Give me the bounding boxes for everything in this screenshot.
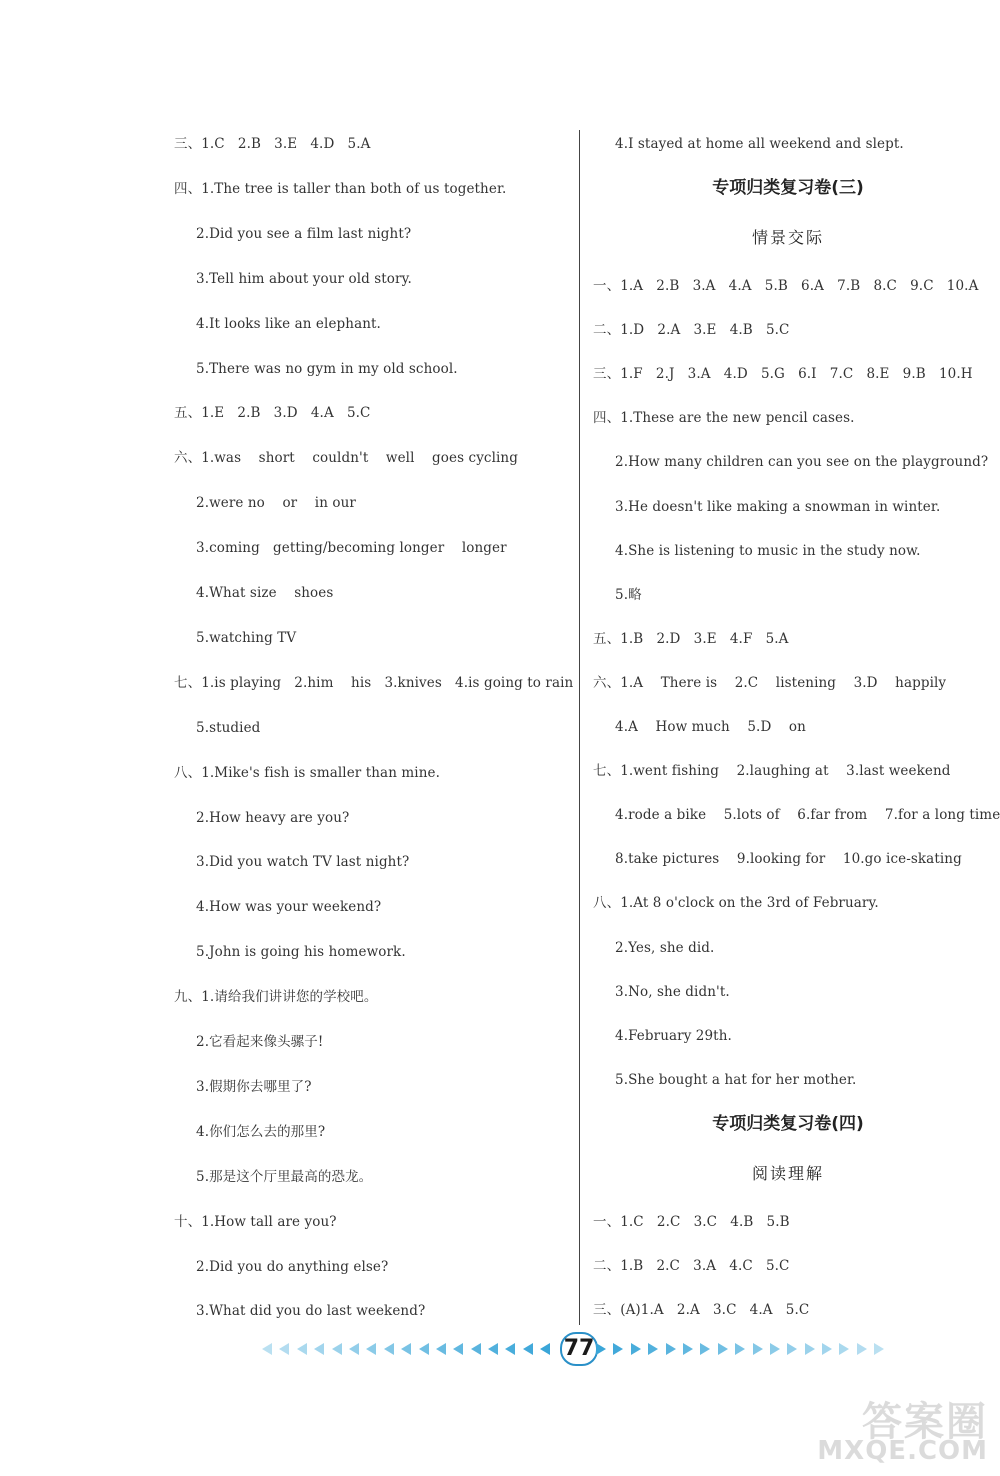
answer-line: 5.John is going his homework.: [196, 944, 406, 961]
right-arrow-icon: [822, 1343, 832, 1355]
answer-line: 5.watching TV: [196, 629, 297, 646]
right-arrow-icon: [874, 1343, 884, 1355]
left-arrow-icon: [349, 1343, 359, 1355]
right-arrow-icon: [613, 1343, 623, 1355]
answer-line: 5.studied: [196, 719, 261, 736]
right-arrow-icon: [787, 1343, 797, 1355]
answer-line: 2.Did you do anything else?: [196, 1258, 389, 1275]
answer-line: 九、1.请给我们讲讲您的学校吧。: [174, 989, 378, 1006]
left-arrow-icon: [384, 1343, 394, 1355]
right-arrow-icon: [718, 1343, 728, 1355]
answer-line: 4.It looks like an elephant.: [196, 315, 381, 332]
answer-line: 4.I stayed at home all weekend and slept.: [615, 136, 904, 152]
answer-line: 3.Tell him about your old story.: [196, 270, 412, 287]
answer-line: 五、1.E 2.B 3.D 4.A 5.C: [174, 405, 371, 422]
left-arrow-icon: [262, 1343, 272, 1355]
answer-line: 5.那是这个厅里最高的恐龙。: [196, 1168, 373, 1185]
column-divider: [579, 130, 580, 1325]
left-arrow-icon: [436, 1343, 446, 1355]
answer-line: 一、1.C 2.C 3.C 4.B 5.B: [593, 1214, 790, 1230]
answer-line: 六、1.A There is 2.C listening 3.D happily: [593, 674, 947, 691]
left-arrow-icon: [505, 1343, 515, 1355]
answer-line: 2.How heavy are you?: [196, 809, 350, 826]
section-3-subtitle: 情景交际: [751, 228, 824, 247]
answer-line: 十、1.How tall are you?: [174, 1213, 337, 1230]
answer-line: 4.你们怎么去的那里?: [196, 1123, 326, 1140]
answer-line: 5.There was no gym in my old school.: [196, 360, 458, 377]
left-arrow-icon: [366, 1343, 376, 1355]
watermark-logo: [808, 1390, 988, 1470]
watermark-bottom-text: MXQE.COM: [817, 1436, 988, 1466]
left-arrow-icon: [314, 1343, 324, 1355]
answer-line: 3.假期你去哪里了?: [196, 1078, 312, 1095]
right-arrow-icon: [805, 1343, 815, 1355]
answer-line: 2.How many children can you see on the playground?: [615, 454, 989, 471]
section-4-subtitle: 阅读理解: [751, 1164, 824, 1183]
answer-line: 4.What size shoes: [196, 585, 334, 601]
answer-line: 八、1.Mike's fish is smaller than mine.: [174, 764, 440, 781]
answer-line: 七、1.went fishing 2.laughing at 3.last weekend: [593, 763, 951, 780]
right-arrow-icon: [753, 1343, 763, 1355]
right-arrow-icon: [770, 1343, 780, 1355]
answer-line: 4.A How much 5.D on: [615, 719, 806, 735]
left-arrow-icon: [540, 1343, 550, 1355]
watermark-top-text: 答案圈: [862, 1399, 988, 1445]
answer-line: 2.它看起来像头骡子!: [196, 1034, 324, 1050]
left-arrow-icon: [523, 1343, 533, 1355]
right-arrow-icon: [839, 1343, 849, 1355]
right-arrow-strip: [596, 1338, 892, 1360]
right-arrow-icon: [648, 1343, 658, 1355]
left-arrow-icon: [471, 1343, 481, 1355]
answer-line: 5.She bought a hat for her mother.: [615, 1071, 857, 1088]
answer-line: 8.take pictures 9.looking for 10.go ice-skating: [615, 851, 962, 868]
page-footer: [262, 1332, 898, 1366]
right-arrow-icon: [683, 1343, 693, 1355]
right-arrow-icon: [596, 1343, 606, 1355]
section-4-title: 专项归类复习卷(四): [712, 1114, 864, 1134]
answer-line: 3.No, she didn't.: [615, 983, 730, 1000]
right-arrow-icon: [857, 1343, 867, 1355]
answer-line: 一、1.A 2.B 3.A 4.A 5.B 6.A 7.B 8.C 9.C 10.A: [593, 278, 979, 294]
left-arrow-strip: [262, 1338, 558, 1360]
right-arrow-icon: [700, 1343, 710, 1355]
answer-line: 5.略: [615, 586, 642, 603]
answer-line: 二、1.D 2.A 3.E 4.B 5.C: [593, 322, 790, 339]
answer-line: 2.Yes, she did.: [615, 939, 715, 956]
left-arrow-icon: [332, 1343, 342, 1355]
answer-line: 3.Did you watch TV last night?: [196, 854, 410, 871]
left-arrow-icon: [453, 1343, 463, 1355]
answer-line: 四、1.These are the new pencil cases.: [593, 410, 855, 427]
answer-line: 4.She is listening to music in the study now.: [615, 542, 921, 559]
answer-line: 七、1.is playing 2.him his 3.knives 4.is going to rain: [174, 674, 574, 691]
answer-line: 三、1.F 2.J 3.A 4.D 5.G 6.I 7.C 8.E 9.B 10.H: [593, 366, 973, 383]
right-arrow-icon: [666, 1343, 676, 1355]
answer-line: 五、1.B 2.D 3.E 4.F 5.A: [593, 630, 789, 647]
left-arrow-icon: [297, 1343, 307, 1355]
left-arrow-icon: [488, 1343, 498, 1355]
section-3-title: 专项归类复习卷(三): [712, 178, 864, 198]
page-number: 77: [560, 1332, 598, 1366]
right-arrow-icon: [735, 1343, 745, 1355]
answer-line: 3.He doesn't like making a snowman in winter.: [615, 498, 941, 515]
answer-line: 2.were no or in our: [196, 495, 356, 512]
answer-line: 三、(A)1.A 2.A 3.C 4.A 5.C: [593, 1302, 810, 1318]
answer-line: 六、1.was short couldn't well goes cycling: [174, 450, 518, 467]
left-arrow-icon: [419, 1343, 429, 1355]
answer-line: 四、1.The tree is taller than both of us together.: [174, 180, 507, 197]
answer-line: 三、1.C 2.B 3.E 4.D 5.A: [174, 136, 371, 152]
answer-line: 二、1.B 2.C 3.A 4.C 5.C: [593, 1258, 790, 1274]
answer-line: 八、1.At 8 o'clock on the 3rd of February.: [593, 895, 879, 912]
left-arrow-icon: [279, 1343, 289, 1355]
answer-line: 4.February 29th.: [615, 1027, 732, 1044]
answer-line: 3.coming getting/becoming longer longer: [196, 540, 507, 557]
answer-line: 4.How was your weekend?: [196, 899, 382, 916]
answer-line: 4.rode a bike 5.lots of 6.far from 7.for a long time: [615, 807, 1000, 824]
right-arrow-icon: [631, 1343, 641, 1355]
answer-line: 2.Did you see a film last night?: [196, 225, 412, 242]
left-arrow-icon: [401, 1343, 411, 1355]
answer-line: 3.What did you do last weekend?: [196, 1303, 426, 1320]
